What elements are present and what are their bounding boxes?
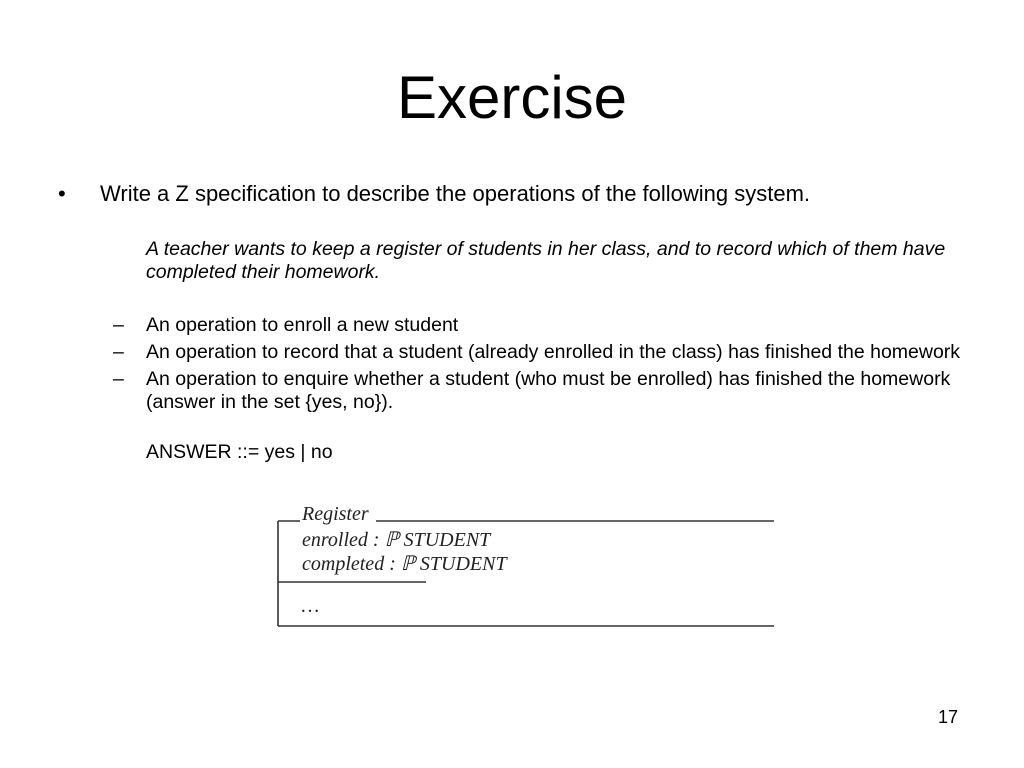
list-item [113, 341, 973, 364]
operation-text: An operation to record that a student (already enrolled in the class) has finished the homework [146, 341, 961, 363]
bullet-marker: • [58, 181, 66, 206]
page-number: 17 [938, 707, 959, 727]
schema-declaration: completed : ℙ STUDENT [302, 553, 507, 575]
list-item [113, 368, 973, 414]
list-item [113, 314, 973, 337]
answer-type-definition: ANSWER ::= yes | no [146, 441, 333, 463]
schema-name: Register [302, 503, 369, 525]
z-schema-register [276, 498, 776, 630]
slide-title: Exercise [396, 64, 628, 131]
dash-marker: – [113, 368, 124, 390]
main-bullet-text: Write a Z specification to describe the operations of the following system. [100, 181, 811, 206]
operation-text: An operation to enquire whether a student (who must be enrolled) has finished the homework (answer in the set {yes, no}). [146, 368, 951, 413]
schema-predicate: … [300, 595, 320, 617]
operations-list [113, 314, 973, 418]
operation-text: An operation to enroll a new student [146, 314, 459, 336]
dash-marker: – [113, 341, 124, 363]
schema-declaration: enrolled : ℙ STUDENT [302, 529, 491, 551]
dash-marker: – [113, 314, 124, 336]
scenario-description: A teacher wants to keep a register of students in her class, and to record which of them have completed their homework. [146, 238, 946, 283]
